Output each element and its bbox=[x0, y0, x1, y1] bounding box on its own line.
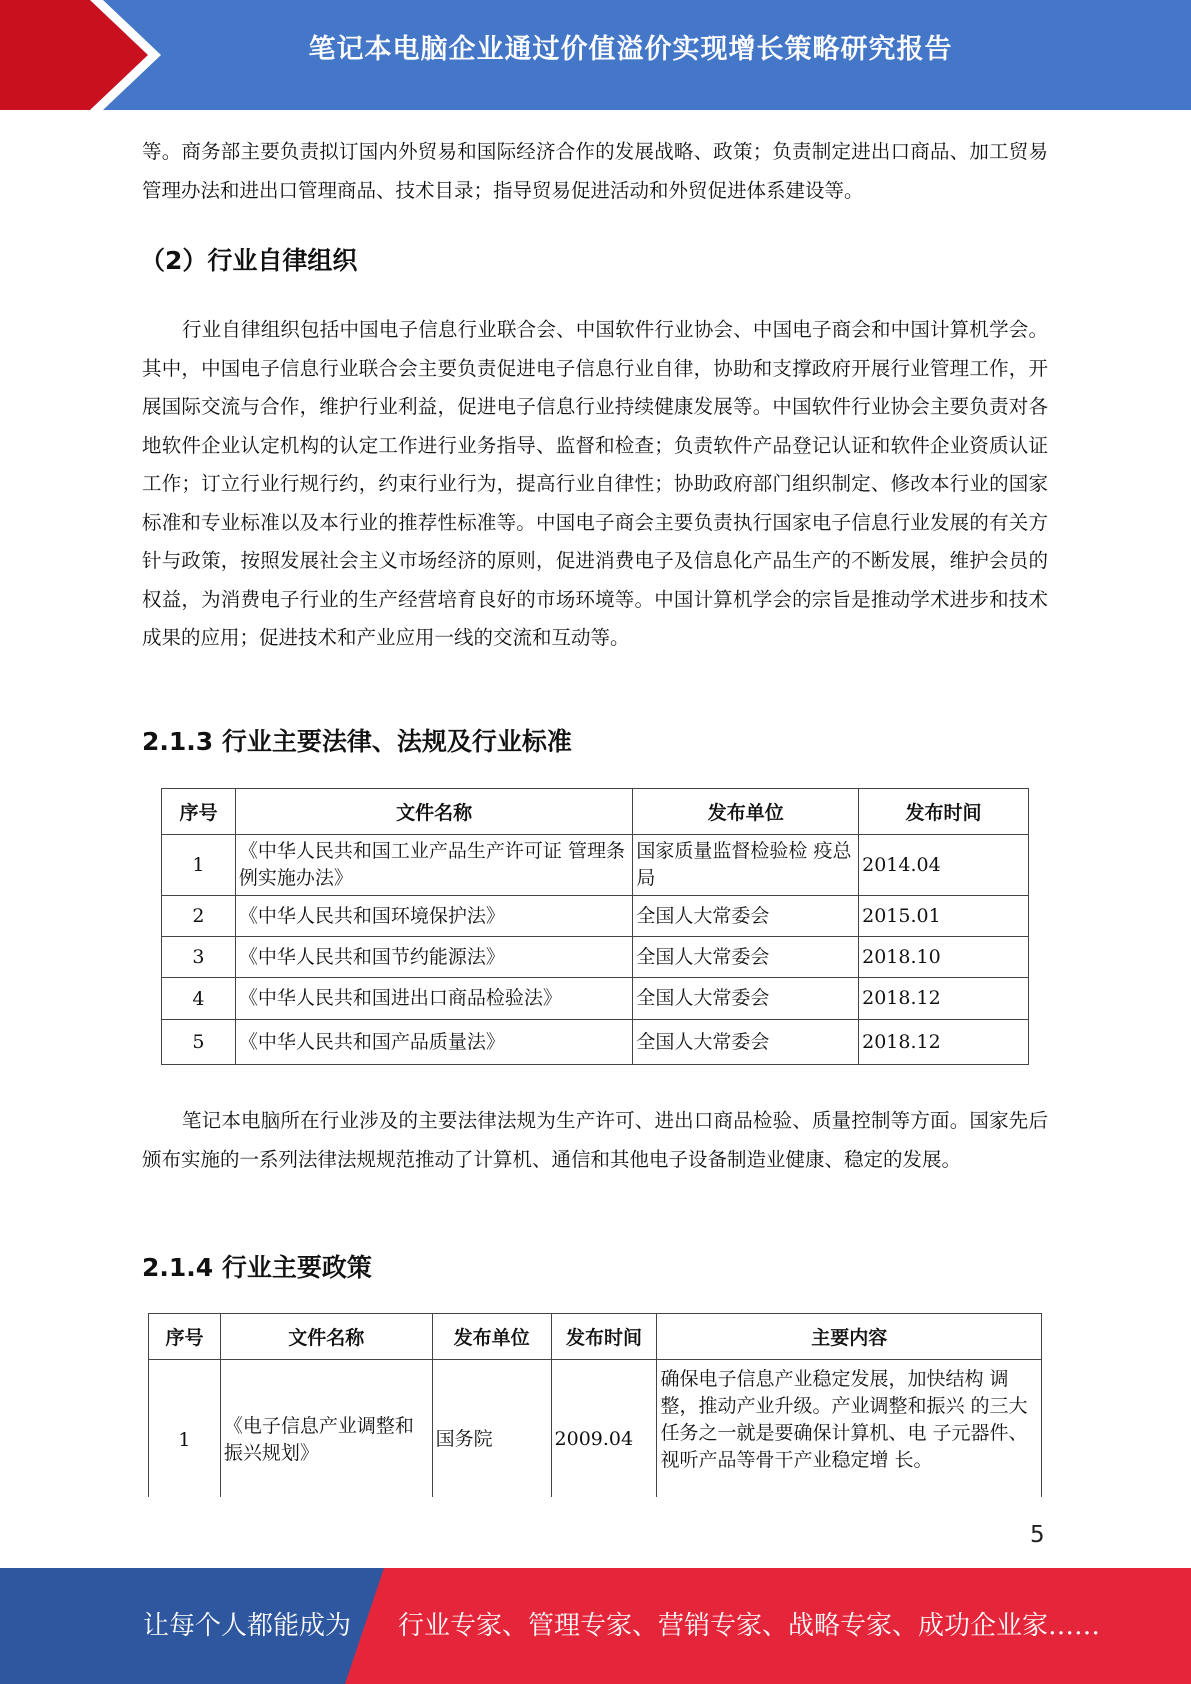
table-header-row bbox=[162, 789, 1029, 835]
header-cell-issuer: 发布单位 bbox=[633, 789, 859, 835]
footer-slogan-right: 行业专家、管理专家、营销专家、战略专家、成功企业家…… bbox=[398, 1611, 1101, 1641]
cell-no: 2 bbox=[162, 896, 236, 937]
page-number: 5 bbox=[1030, 1522, 1045, 1548]
page-footer bbox=[0, 1568, 1191, 1684]
cell-date: 2018.10 bbox=[859, 937, 1029, 978]
cell-issuer: 国家质量监督检验检 疫总局 bbox=[633, 835, 859, 896]
cell-issuer: 全国人大常委会 bbox=[633, 896, 859, 937]
section-heading-laws: 2.1.3 行业主要法律、法规及行业标准 bbox=[142, 727, 572, 756]
table-row bbox=[162, 937, 1029, 978]
table-row bbox=[149, 1360, 1042, 1498]
footer-slogan-left: 让每个人都能成为 bbox=[143, 1611, 352, 1641]
cell-name: 《中华人民共和国环境保护法》 bbox=[235, 896, 632, 937]
table-header-row bbox=[149, 1314, 1042, 1360]
cell-name: 《中华人民共和国进出口商品检验法》 bbox=[235, 978, 632, 1020]
header-cell-no: 序号 bbox=[162, 789, 236, 835]
cell-content: 确保电子信息产业稳定发展，加快结构 调整，推动产业升级。产业调整和振兴 的三大任务之一就是要确保计算机、电 子元器件、视听产品等骨干产业稳定增 长。 bbox=[657, 1360, 1042, 1498]
laws-table bbox=[161, 788, 1029, 1065]
table-row bbox=[162, 835, 1029, 896]
header-cell-date: 发布时间 bbox=[859, 789, 1029, 835]
cell-no: 1 bbox=[149, 1360, 221, 1498]
cell-date: 2018.12 bbox=[859, 978, 1029, 1020]
policies-table bbox=[148, 1313, 1042, 1497]
section-heading-self-regulatory: （2）行业自律组织 bbox=[140, 246, 358, 275]
header-cell-date: 发布时间 bbox=[551, 1314, 657, 1360]
page-header bbox=[0, 0, 1191, 110]
table-row bbox=[162, 896, 1029, 937]
header-cell-content: 主要内容 bbox=[657, 1314, 1042, 1360]
section-heading-policies: 2.1.4 行业主要政策 bbox=[142, 1253, 372, 1282]
cell-date: 2015.01 bbox=[859, 896, 1029, 937]
table-row bbox=[162, 1020, 1029, 1065]
cell-name: 《电子信息产业调整和振兴规划》 bbox=[220, 1360, 432, 1498]
header-cell-name: 文件名称 bbox=[235, 789, 632, 835]
cell-issuer: 全国人大常委会 bbox=[633, 978, 859, 1020]
cell-date: 2018.12 bbox=[859, 1020, 1029, 1065]
header-cell-issuer: 发布单位 bbox=[432, 1314, 551, 1360]
self-regulatory-paragraph: 行业自律组织包括中国电子信息行业联合会、中国软件行业协会、中国电子商会和中国计算机学会。其中，中国电子信息行业联合会主要负责促进电子信息行业自律，协助和支撑政府开展行业管理工作，开展国际交流与合作，维护行业利益，促进电子信息行业持续健康发展等。中国软件行业协会主要负责对各地软件企业认定机构的认定工作进行业务指导、监督和检查；负责软件产品登记认证和软件企业资质认证工作；订立行业行规行约，约束行业行为，提高行业自律性；协助政府部门组织制定、修改本行业的国家标准和专业标准以及本行业的推荐性标准等。中国电子商会主要负责执行国家电子信息行业发展的有关方针与政策，按照发展社会主义市场经济的原则，促进消费电子及信息化产品生产的不断发展，维护会员的权益，为消费电子行业的生产经营培育良好的市场环境等。中国计算机学会的宗旨是推动学术进步和技术成果的应用；促进技术和产业应用一线的交流和互动等。 bbox=[142, 318, 1048, 649]
cell-no: 1 bbox=[162, 835, 236, 896]
cell-name: 《中华人民共和国节约能源法》 bbox=[235, 937, 632, 978]
cell-name: 《中华人民共和国工业产品生产许可证 管理条例实施办法》 bbox=[235, 835, 632, 896]
table-row bbox=[162, 978, 1029, 1020]
header-title: 笔记本电脑企业通过价值溢价实现增长策略研究报告 bbox=[308, 34, 953, 65]
cell-name: 《中华人民共和国产品质量法》 bbox=[235, 1020, 632, 1065]
cell-no: 4 bbox=[162, 978, 236, 1020]
cell-date: 2014.04 bbox=[859, 835, 1029, 896]
policies-table-clip bbox=[148, 1313, 1044, 1497]
cell-issuer: 全国人大常委会 bbox=[633, 937, 859, 978]
intro-paragraph: 等。商务部主要负责拟订国内外贸易和国际经济合作的发展战略、政策；负责制定进出口商品、加工贸易管理办法和进出口管理商品、技术目录；指导贸易促进活动和外贸促进体系建设等。 bbox=[142, 140, 1048, 202]
laws-paragraph: 笔记本电脑所在行业涉及的主要法律法规为生产许可、进出口商品检验、质量控制等方面。国家先后颁布实施的一系列法律法规规范推动了计算机、通信和其他电子设备制造业健康、稳定的发展。 bbox=[142, 1109, 1048, 1171]
header-cell-no: 序号 bbox=[149, 1314, 221, 1360]
cell-issuer: 国务院 bbox=[432, 1360, 551, 1498]
header-cell-name: 文件名称 bbox=[220, 1314, 432, 1360]
cell-date: 2009.04 bbox=[551, 1360, 657, 1498]
cell-no: 5 bbox=[162, 1020, 236, 1065]
cell-issuer: 全国人大常委会 bbox=[633, 1020, 859, 1065]
cell-no: 3 bbox=[162, 937, 236, 978]
